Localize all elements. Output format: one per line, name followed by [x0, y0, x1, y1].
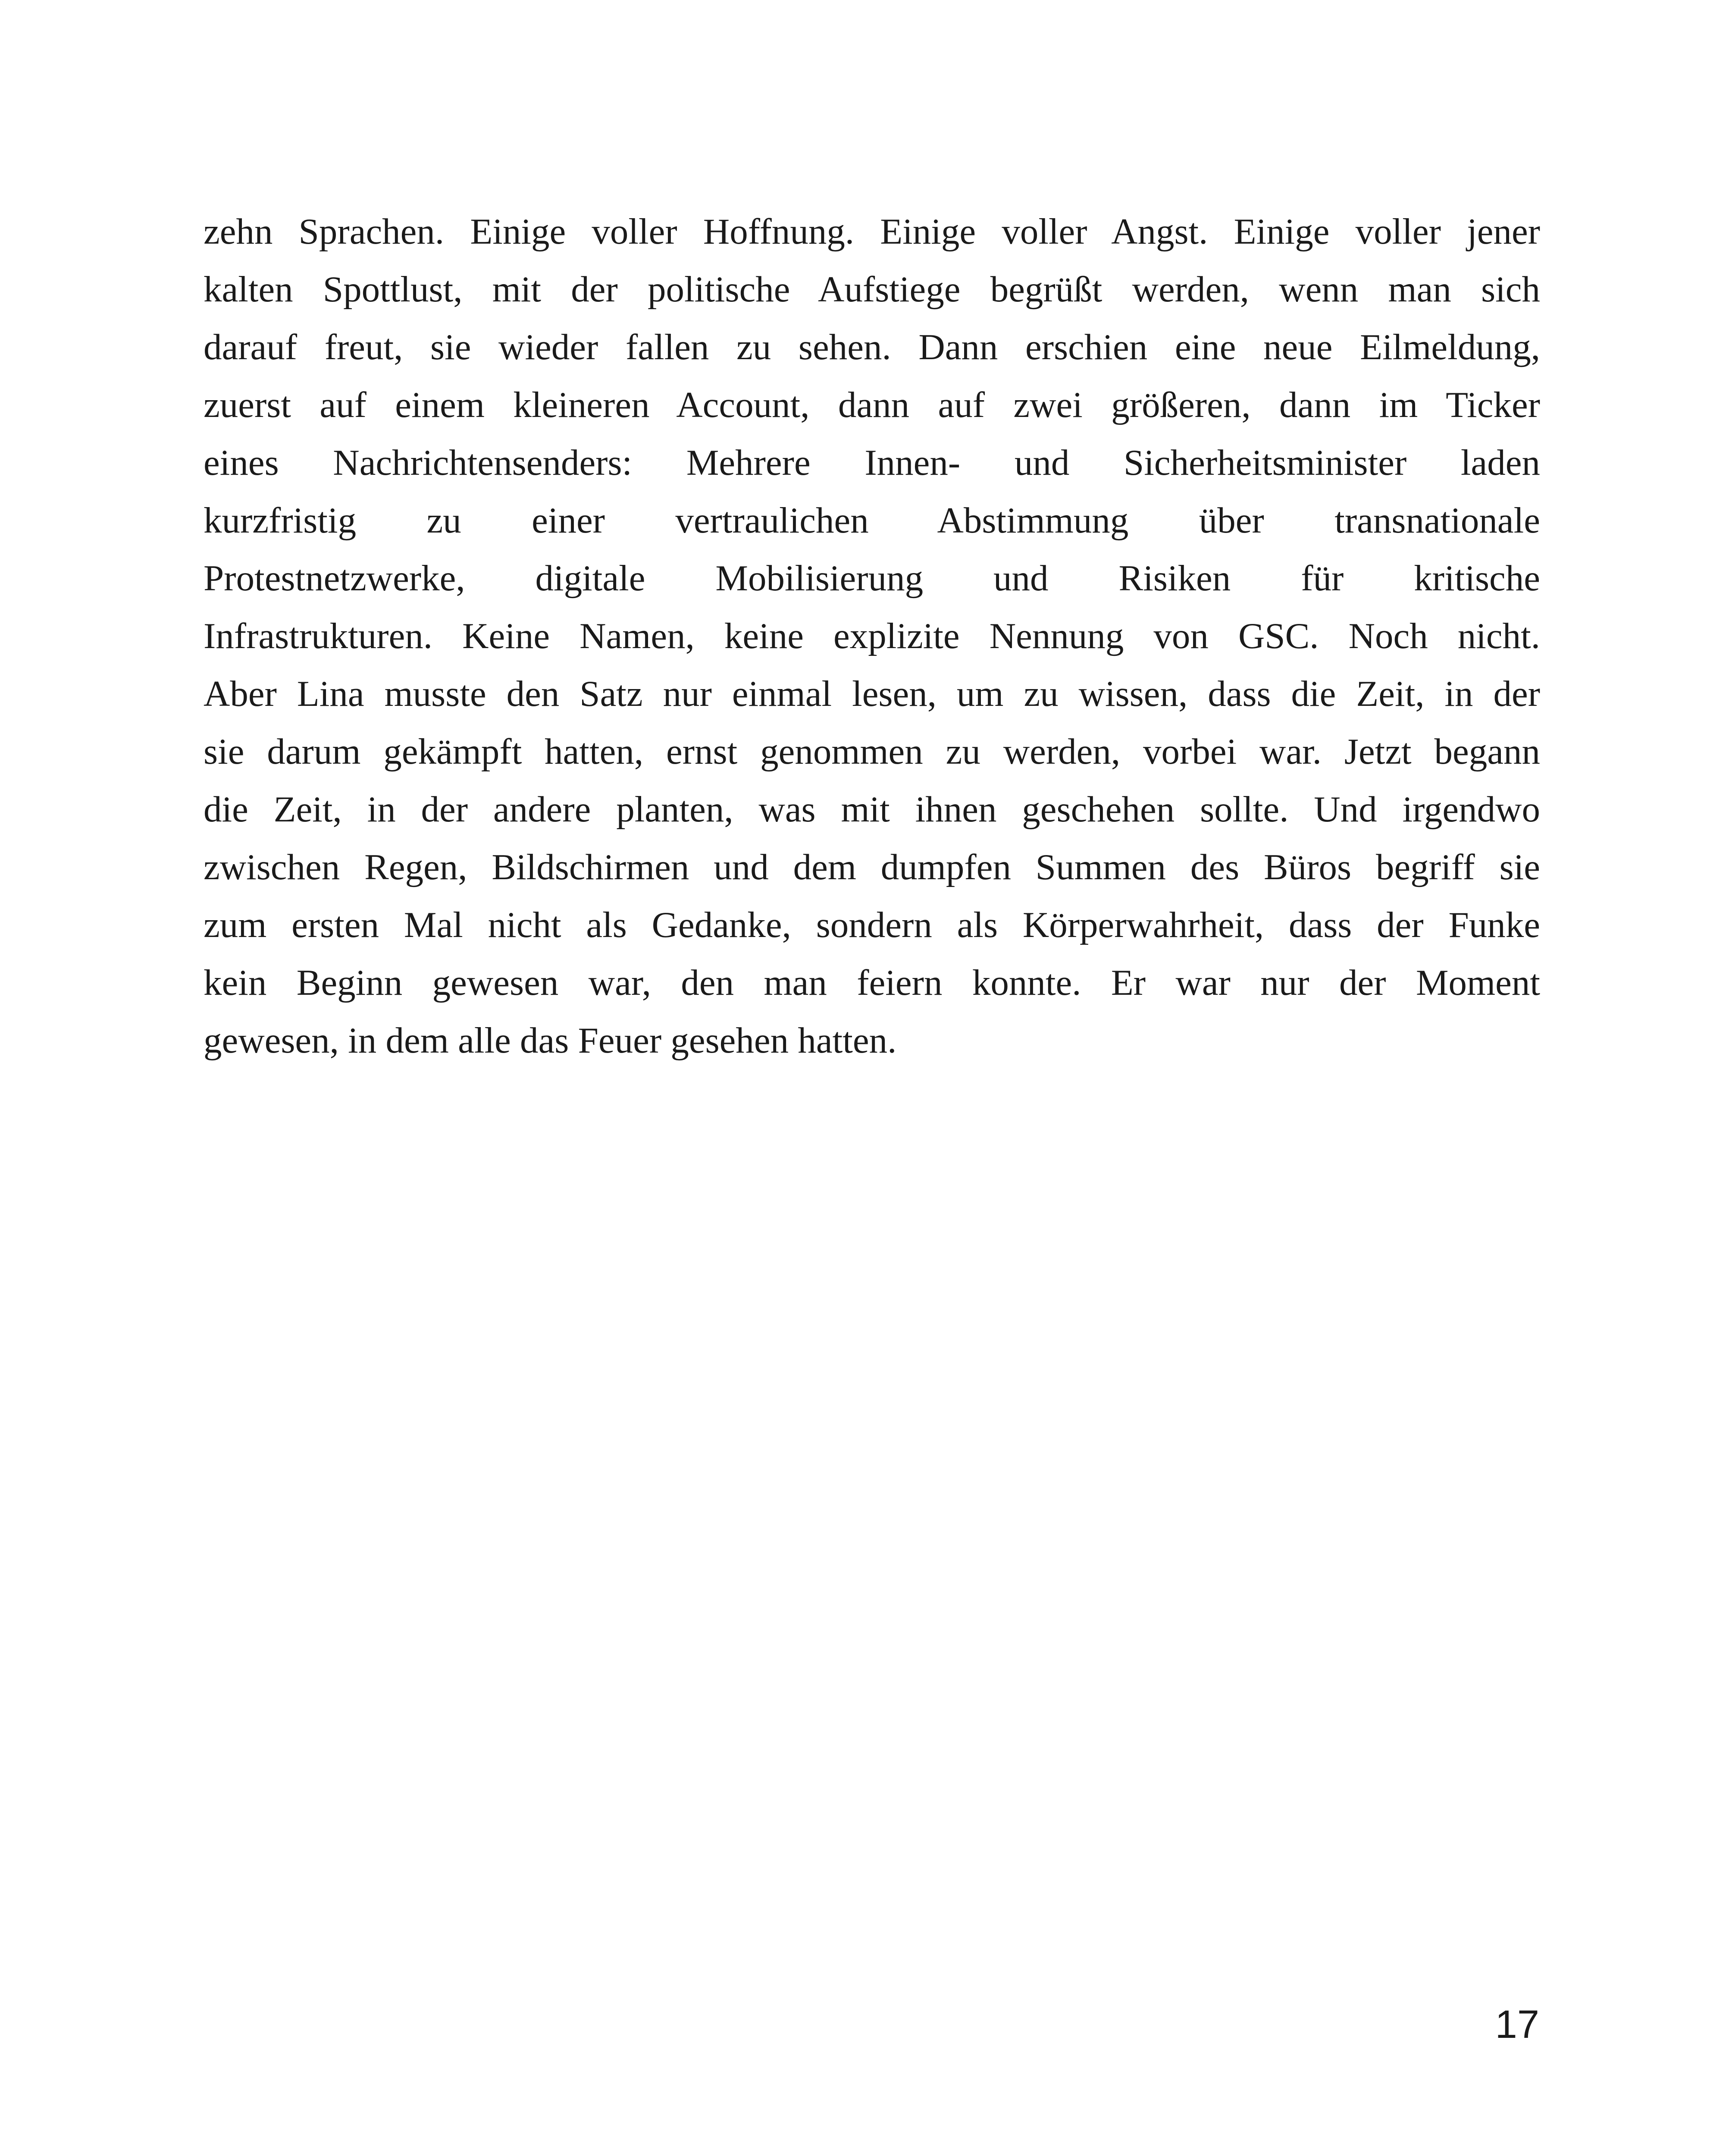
text-line: zehn Sprachen. Einige voller Hoffnung. Einige voller Angst. Einige voller jener [204, 211, 1540, 252]
text-line: Aber Lina musste den Satz nur einmal lesen, um zu wissen, dass die Zeit, in der [204, 674, 1540, 714]
text-line: die Zeit, in der andere planten, was mit ihnen geschehen sollte. Und irgendwo [204, 789, 1540, 830]
text-line: zum ersten Mal nicht als Gedanke, sondern als Körperwahrheit, dass der Funke [204, 905, 1540, 945]
text-line: zuerst auf einem kleineren Account, dann auf zwei größeren, dann im Ticker [204, 385, 1540, 425]
text-line: darauf freut, sie wieder fallen zu sehen. Dann erschien eine neue Eilmeldung, [204, 327, 1540, 367]
body-paragraph [204, 203, 1540, 1069]
page-number: 17 [1495, 2002, 1539, 2046]
text-line: Infrastrukturen. Keine Namen, keine explizite Nennung von GSC. Noch nicht. [204, 616, 1540, 656]
text-line: kurzfristig zu einer vertraulichen Abstimmung über transnationale [204, 500, 1540, 541]
text-line: zwischen Regen, Bildschirmen und dem dumpfen Summen des Büros begriff sie [204, 847, 1540, 887]
text-line: kein Beginn gewesen war, den man feiern konnte. Er war nur der Moment [204, 962, 1540, 1003]
text-line: gewesen, in dem alle das Feuer gesehen hatten. [204, 1020, 897, 1061]
text-line: Protestnetzwerke, digitale Mobilisierung und Risiken für kritische [204, 558, 1540, 599]
text-line: kalten Spottlust, mit der politische Aufstiege begrüßt werden, wenn man sich [204, 269, 1540, 310]
text-line: eines Nachrichtensenders: Mehrere Innen- und Sicherheitsminister laden [204, 442, 1540, 483]
text-line: sie darum gekämpft hatten, ernst genommen zu werden, vorbei war. Jetzt begann [204, 731, 1540, 772]
